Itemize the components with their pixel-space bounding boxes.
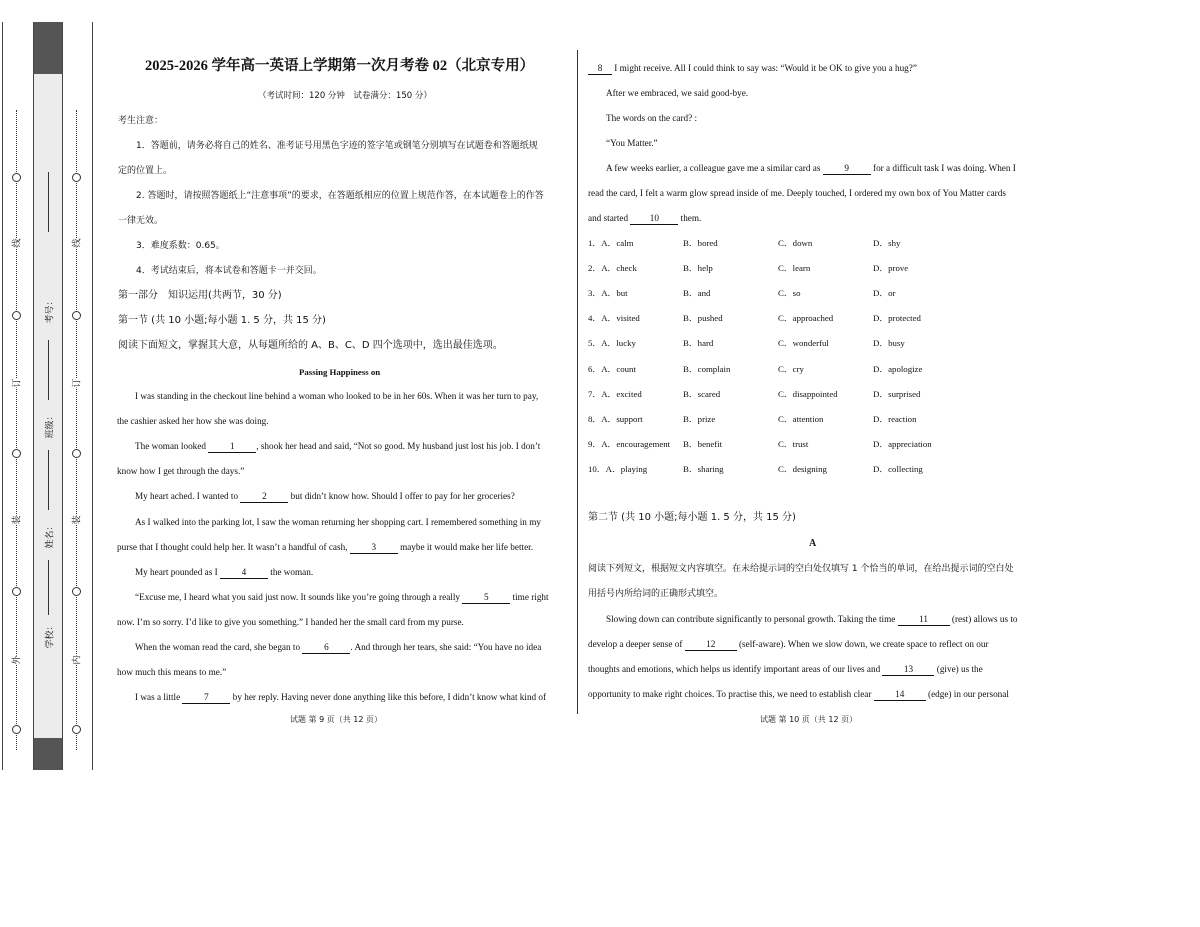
note-line: 2. 答题时，请按照答题纸上“注意事项”的要求，在答题纸相应的位置上规范作答，在本试题卷上的作答 bbox=[136, 191, 544, 201]
passage-line bbox=[135, 516, 541, 528]
passage-line bbox=[606, 137, 658, 149]
binding-char: 装 bbox=[71, 515, 82, 525]
option-item: 7．A．excited bbox=[588, 388, 642, 399]
passage-line bbox=[135, 440, 540, 453]
option-item: B．help bbox=[683, 263, 713, 274]
passage-line bbox=[117, 616, 464, 628]
section2-line bbox=[588, 663, 983, 676]
page-divider bbox=[577, 50, 578, 714]
option-item: 5．A．lucky bbox=[588, 338, 636, 349]
punch-circle bbox=[72, 449, 81, 458]
field-underline bbox=[48, 450, 49, 510]
binding-strip-rule bbox=[33, 22, 34, 770]
field-underline bbox=[48, 172, 49, 232]
exam-subtitle: （考试时间：120 分钟 试卷满分：150 分） bbox=[258, 91, 432, 101]
option-item: C．approached bbox=[778, 313, 834, 324]
binding-char: 订 bbox=[11, 378, 22, 388]
section2-instruction: 阅读下列短文，根据短文内容填空。在未给提示词的空白处仅填写 1 个恰当的单词，在给出提示词的空白处 bbox=[588, 564, 1014, 574]
option-item: C．attention bbox=[778, 413, 824, 424]
passage-line bbox=[135, 691, 546, 704]
punch-circle bbox=[72, 173, 81, 182]
passage-line bbox=[135, 566, 313, 579]
option-item: 3．A．but bbox=[588, 288, 628, 299]
passage-text: A few weeks earlier, a colleague gave me a similar card as bbox=[606, 163, 823, 173]
cut-line-outer bbox=[16, 110, 17, 750]
answer-blank: 1 bbox=[208, 440, 256, 453]
option-item: D．surprised bbox=[873, 388, 921, 399]
cut-line-inner bbox=[76, 110, 77, 750]
option-item: C．trust bbox=[778, 438, 809, 449]
option-item: B．sharing bbox=[683, 463, 724, 474]
option-item: 10．A．playing bbox=[588, 463, 648, 474]
section2-heading: 第二节 (共 10 小题;每小题 1. 5 分，共 15 分) bbox=[588, 512, 796, 523]
passage-text: My heart pounded as I bbox=[135, 566, 220, 577]
option-item: D．collecting bbox=[873, 463, 923, 474]
field-school-label: 学校： bbox=[44, 621, 55, 649]
passage-line bbox=[135, 641, 541, 654]
answer-blank: 14 bbox=[874, 688, 926, 701]
passage-text: and started bbox=[588, 213, 631, 223]
binding-char: 线 bbox=[11, 238, 22, 248]
answer-blank: 9 bbox=[823, 162, 871, 175]
option-item: C．wonderful bbox=[778, 338, 829, 349]
punch-circle bbox=[12, 725, 21, 734]
option-item: D．prove bbox=[873, 263, 909, 274]
passage-text: I was a little bbox=[135, 692, 183, 703]
passage-text: As I walked into the parking lot, I saw the woman returning her shopping cart. I remembered something in my bbox=[135, 516, 541, 527]
option-item: B．pushed bbox=[683, 313, 723, 324]
answer-blank: 7 bbox=[182, 691, 230, 704]
passage-title: Passing Happiness on bbox=[299, 367, 381, 377]
passage-line bbox=[135, 490, 515, 503]
passage-text: how much this means to me.” bbox=[117, 667, 227, 678]
field-underline bbox=[48, 340, 49, 400]
passage-text: develop a deeper sense of bbox=[588, 639, 685, 649]
binding-char: 内 bbox=[71, 655, 82, 665]
passage-line bbox=[606, 112, 697, 124]
passage-text: The woman looked bbox=[135, 441, 209, 452]
answer-blank: 3 bbox=[350, 541, 398, 554]
passage-line bbox=[117, 415, 269, 427]
note-line: 一律无效。 bbox=[118, 216, 164, 226]
passage-line bbox=[588, 187, 1006, 199]
passage-text: I might receive. All I could think to say was: “Would it be OK to give you a hug?” bbox=[612, 63, 917, 73]
passage-line bbox=[117, 465, 244, 477]
note-line: 4．考试结束后，将本试卷和答题卡一并交回。 bbox=[136, 266, 322, 276]
passage-line bbox=[135, 591, 549, 604]
passage-text: but didn’t know how. Should I offer to pay for her groceries? bbox=[288, 491, 515, 502]
passage-text: (edge) in our personal bbox=[925, 689, 1009, 699]
passage-text: . And through her tears, she said: “You have no idea bbox=[350, 642, 542, 652]
passage-text: (self-aware). When we slow down, we create space to reflect on our bbox=[736, 639, 989, 649]
option-item: B．hard bbox=[683, 338, 714, 349]
passage-line bbox=[135, 390, 538, 402]
option-item: D．reaction bbox=[873, 413, 917, 424]
passage-line bbox=[588, 212, 701, 225]
section1-heading: 第一节 (共 10 小题;每小题 1. 5 分，共 15 分) bbox=[118, 315, 326, 326]
passage-text: thoughts and emotions, which helps us identify important areas of our lives and bbox=[588, 664, 883, 674]
passage-text: My heart ached. I wanted to bbox=[135, 491, 241, 502]
binding-char: 装 bbox=[11, 515, 22, 525]
option-item: B．benefit bbox=[683, 438, 723, 449]
option-item: B．bored bbox=[683, 238, 718, 248]
field-underline bbox=[48, 560, 49, 615]
answer-blank: 4 bbox=[220, 566, 268, 579]
passage-text: (rest) allows us to bbox=[949, 614, 1018, 624]
option-item: B．prize bbox=[683, 413, 716, 424]
option-item: C．designing bbox=[778, 463, 827, 474]
note-line: 1．答题前，请务必将自己的姓名、准考证号用黑色字迹的签字笔或钢笔分别填写在试题卷和答题纸规 bbox=[136, 141, 538, 151]
passage-line bbox=[117, 666, 226, 678]
passage-text: read the card, I felt a warm glow spread inside of me. Deeply touched, I ordered my own box of You Matter cards bbox=[588, 188, 1006, 198]
passage-line bbox=[117, 541, 533, 554]
passage-text: “You Matter.” bbox=[606, 138, 658, 148]
passage-text: I was standing in the checkout line behind a woman who looked to be in her 60s. When it was her turn to pay, bbox=[135, 391, 539, 401]
passage-text: maybe it would make her life better. bbox=[397, 541, 533, 552]
answer-blank: 10 bbox=[630, 212, 678, 225]
passage-text: The words on the card? : bbox=[606, 113, 698, 123]
answer-blank: 5 bbox=[462, 591, 510, 604]
section2-line bbox=[588, 688, 1009, 701]
option-item: 4．A．visited bbox=[588, 313, 640, 324]
option-item: B．and bbox=[683, 288, 711, 299]
answer-blank: 2 bbox=[240, 490, 288, 503]
binding-strip-top-block bbox=[33, 22, 62, 74]
option-item: C．down bbox=[778, 238, 813, 248]
option-item: 8．A．support bbox=[588, 413, 643, 424]
option-item: D．busy bbox=[873, 338, 905, 349]
section2-line bbox=[606, 613, 1017, 626]
passage-line bbox=[588, 62, 917, 75]
note-line: 3．难度系数：0.65。 bbox=[136, 241, 225, 251]
passage-text: purse that I thought could help her. It wasn’t a handful of cash, bbox=[117, 541, 350, 552]
binding-char: 订 bbox=[71, 378, 82, 388]
punch-circle bbox=[72, 311, 81, 320]
binding-char: 线 bbox=[71, 238, 82, 248]
answer-blank: 12 bbox=[685, 638, 737, 651]
section2-instruction: 用括号内所给词的正确形式填空。 bbox=[588, 589, 724, 599]
section1-instruction: 阅读下面短文，掌握其大意，从每题所给的 A、B、C、D 四个选项中，选出最佳选项。 bbox=[118, 340, 503, 351]
section2-line bbox=[588, 638, 989, 651]
option-item: 6．A．count bbox=[588, 363, 636, 374]
answer-blank: 6 bbox=[302, 641, 350, 654]
field-name-label: 姓名： bbox=[44, 521, 55, 549]
passage-text: the woman. bbox=[267, 566, 314, 577]
passage-text: them. bbox=[678, 213, 702, 223]
passage-text: “Excuse me, I heard what you said just now. It sounds like you’re going through a really bbox=[135, 591, 463, 602]
answer-blank: 8 bbox=[588, 62, 612, 75]
punch-circle bbox=[72, 587, 81, 596]
option-item: C．learn bbox=[778, 263, 811, 274]
option-item: B．scared bbox=[683, 388, 721, 399]
passage-text: opportunity to make right choices. To practise this, we need to establish clear bbox=[588, 689, 874, 699]
passage-text: for a difficult task I was doing. When I bbox=[870, 163, 1016, 173]
option-item: D．shy bbox=[873, 238, 901, 248]
option-item: D．or bbox=[873, 288, 896, 299]
option-item: C．cry bbox=[778, 363, 804, 374]
passage-text: the cashier asked her how she was doing. bbox=[117, 416, 269, 427]
option-item: D．protected bbox=[873, 313, 921, 324]
option-item: 1．A．calm bbox=[588, 238, 634, 248]
section2-letter: A bbox=[809, 538, 817, 549]
binding-strip-bottom-block bbox=[33, 738, 62, 770]
answer-blank: 13 bbox=[882, 663, 934, 676]
field-exam-number-label: 考号： bbox=[44, 296, 55, 324]
passage-text: (give) us the bbox=[934, 664, 983, 674]
option-item: D．appreciation bbox=[873, 438, 932, 449]
passage-line bbox=[606, 87, 748, 99]
binding-char: 外 bbox=[11, 655, 22, 665]
passage-text: know how I get through the days.” bbox=[117, 466, 245, 477]
punch-circle bbox=[12, 173, 21, 182]
notes-label: 考生注意： bbox=[118, 116, 164, 126]
punch-circle bbox=[12, 449, 21, 458]
option-item: 2．A．check bbox=[588, 263, 637, 274]
passage-text: After we embraced, we said good-bye. bbox=[606, 88, 749, 98]
punch-circle bbox=[72, 725, 81, 734]
answer-blank: 11 bbox=[898, 613, 950, 626]
passage-text: When the woman read the card, she began to bbox=[135, 642, 303, 652]
note-line: 定的位置上。 bbox=[118, 166, 173, 176]
option-item: C．so bbox=[778, 288, 801, 299]
part1-heading: 第一部分 知识运用(共两节，30 分) bbox=[118, 290, 282, 301]
punch-circle bbox=[12, 311, 21, 320]
field-class-label: 班级： bbox=[44, 411, 55, 439]
option-item: B．complain bbox=[683, 363, 731, 374]
punch-circle bbox=[12, 587, 21, 596]
passage-text: now. I’m so sorry. I’d like to give you something.” I handed her the small card from my purse. bbox=[117, 616, 464, 627]
footer-left: 试题 第 9 页（共 12 页） bbox=[290, 715, 382, 724]
passage-text: by her reply. Having never done anything like this before, I didn’t know what kind of bbox=[230, 692, 547, 703]
passage-line bbox=[606, 162, 1016, 175]
passage-text: Slowing down can contribute significantly to personal growth. Taking the time bbox=[606, 614, 898, 624]
option-item: D．apologize bbox=[873, 363, 923, 374]
footer-right: 试题 第 10 页（共 12 页） bbox=[760, 715, 858, 724]
option-item: 9．A．encouragement bbox=[588, 438, 671, 449]
exam-title: 2025-2026 学年高一英语上学期第一次月考卷 02（北京专用） bbox=[145, 58, 535, 74]
passage-text: , shook her head and said, “Not so good. My husband just lost his job. I don’t bbox=[256, 441, 541, 452]
binding-strip-rule bbox=[62, 22, 63, 770]
passage-text: time right bbox=[510, 591, 549, 602]
option-item: C．disappointed bbox=[778, 388, 838, 399]
